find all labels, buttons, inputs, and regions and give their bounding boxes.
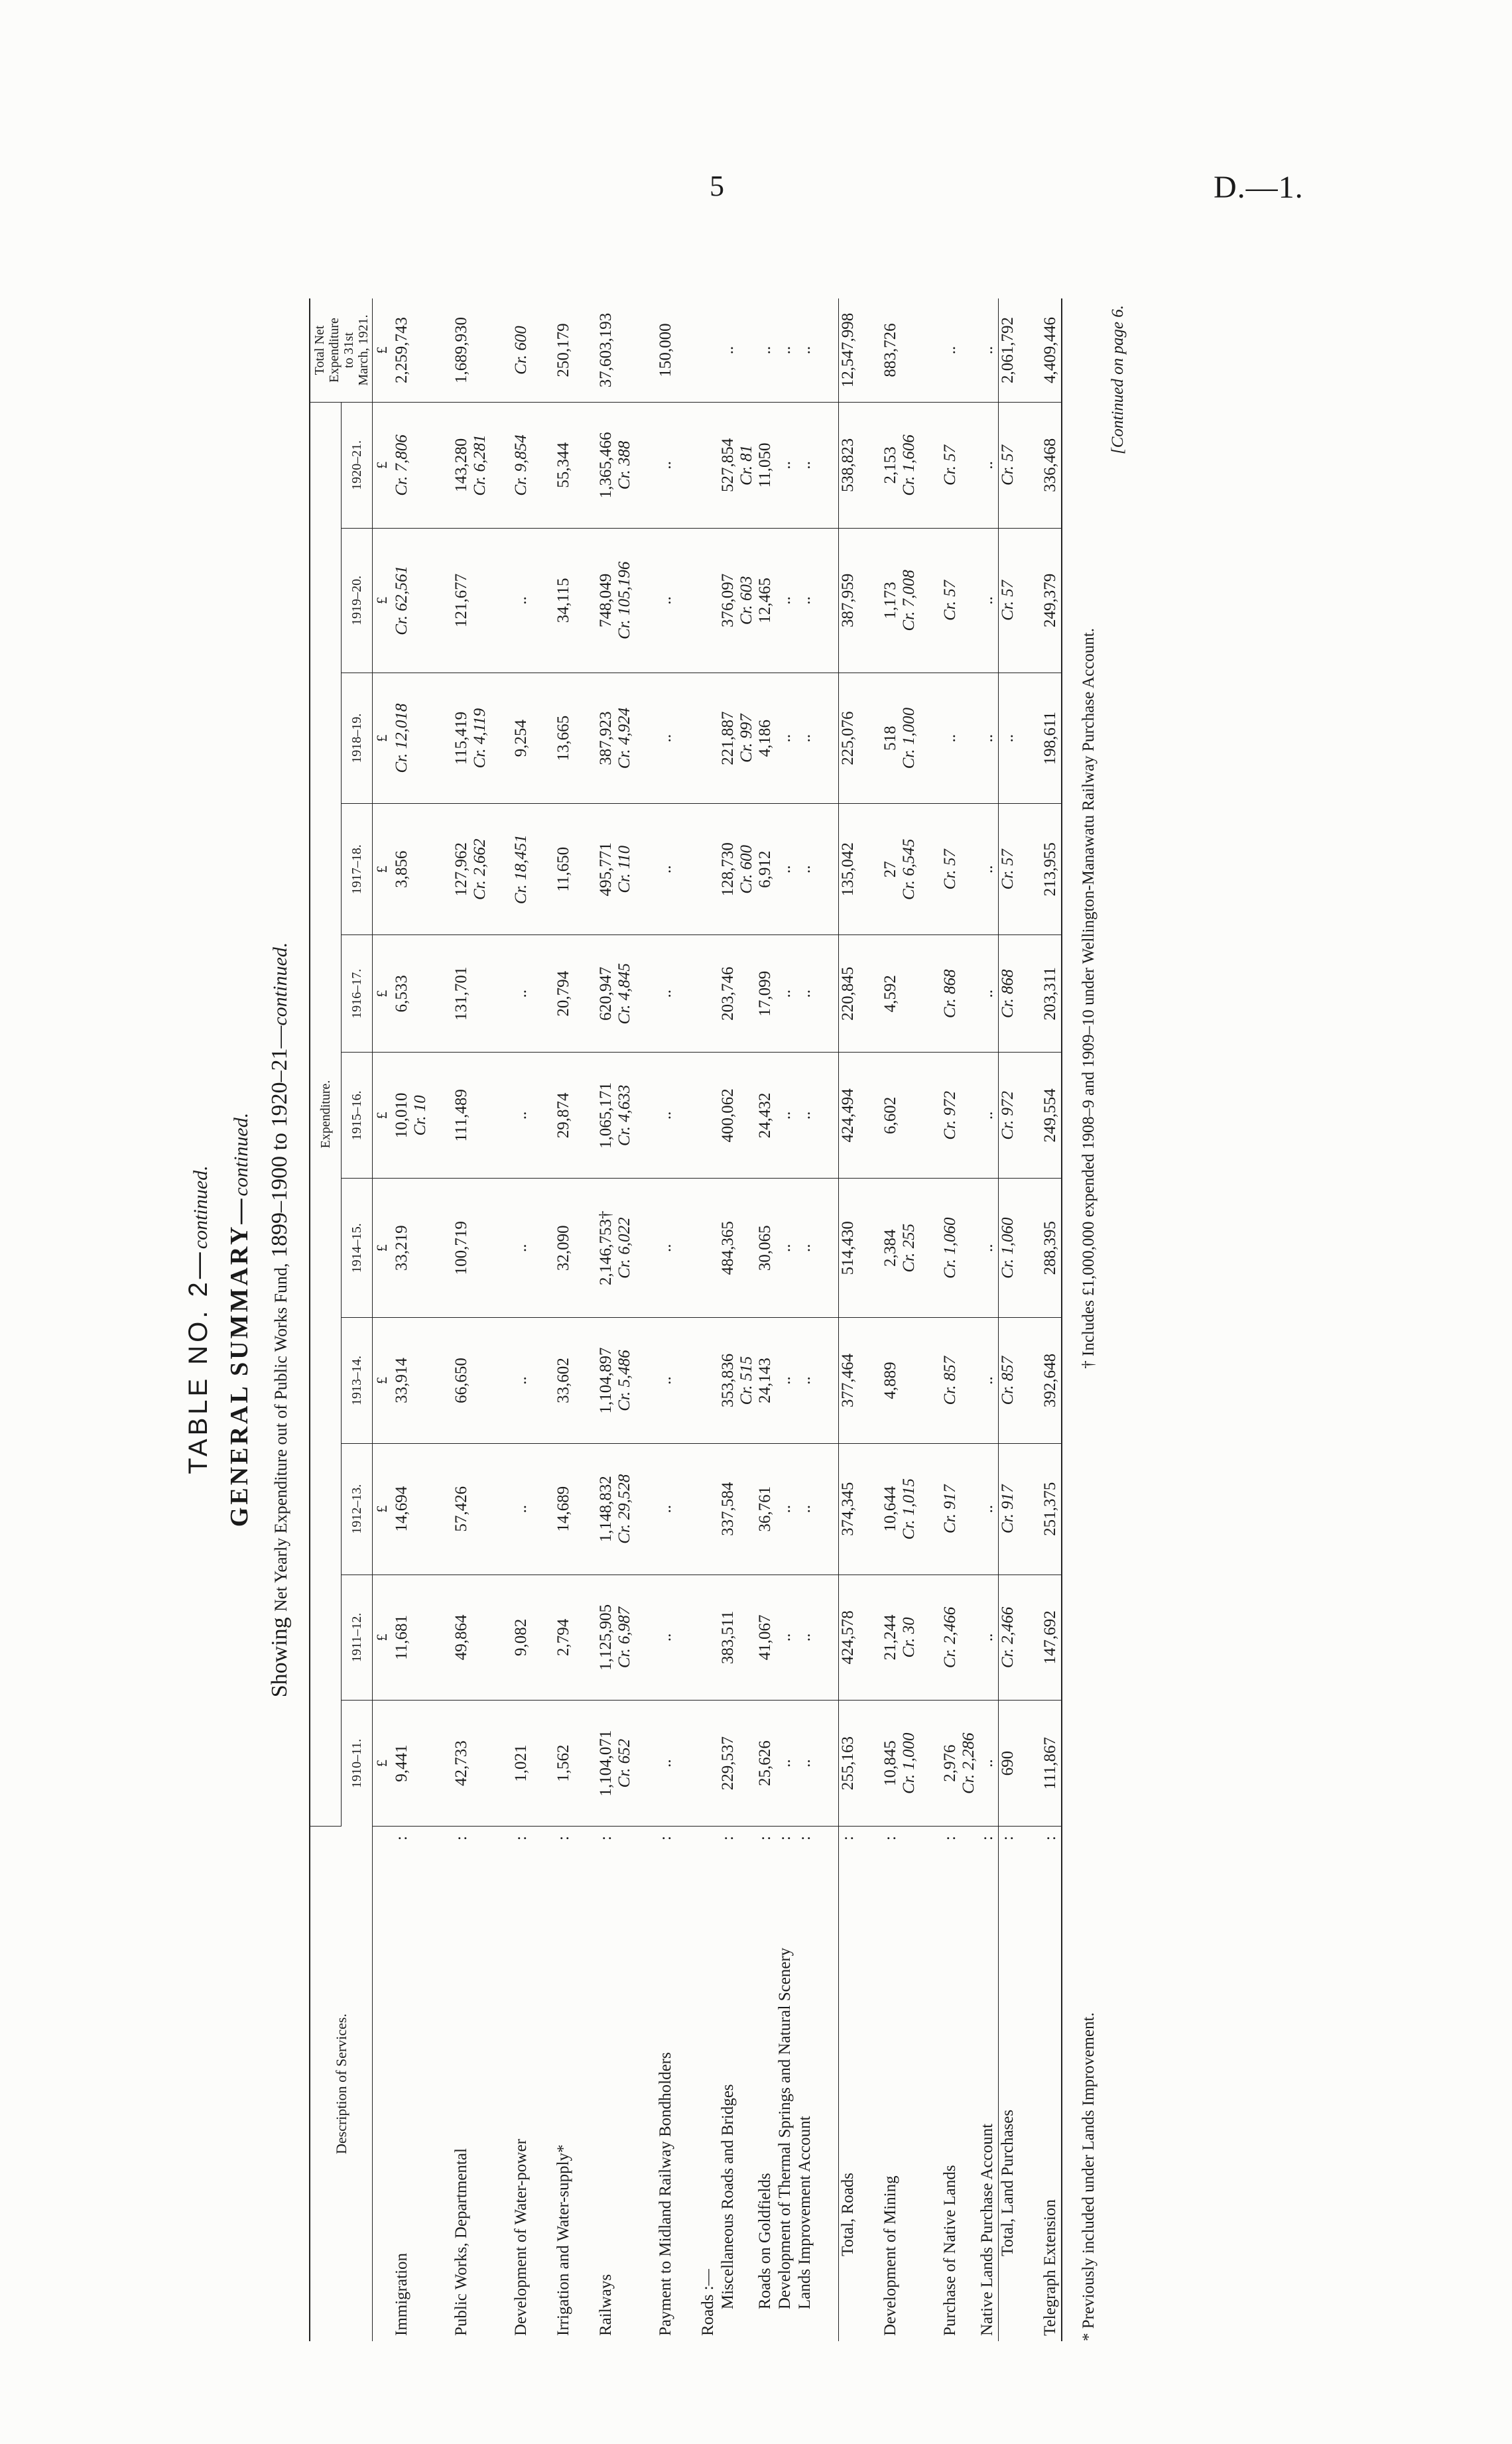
value-cell: .. [796, 804, 816, 935]
table-row [776, 298, 796, 2341]
value-cell: 11,681 [393, 1575, 430, 1701]
footnote-dagger: † Includes £1,000,000 expended 1908–9 and 1909–10 under Wellington-Manawatu Railway Purchase Account. [1080, 628, 1098, 1369]
value-cell: .. [796, 1053, 816, 1179]
year-header: 1912–13. [342, 1443, 373, 1575]
value-cell: 251,375 [1041, 1443, 1062, 1575]
value-cell: 620,947 Cr. 4,845 [597, 935, 634, 1053]
value-cell: .. [512, 1443, 532, 1575]
value-cell: .. [978, 298, 999, 403]
value-cell: 1,021 [512, 1701, 532, 1827]
currency-symbol: £ [373, 673, 393, 804]
value-cell: .. [776, 935, 796, 1053]
table-row [941, 298, 978, 2341]
currency-symbol: £ [373, 1443, 393, 1575]
value-cell: Cr. 12,018 [393, 673, 430, 804]
value-cell: 24,432 [756, 1053, 776, 1179]
spacer-row [918, 298, 941, 2341]
table-number: TABLE NO. 2—continued. [184, 1165, 213, 1474]
value-cell: 30,065 [756, 1179, 776, 1318]
value-cell: 424,494 [839, 1053, 859, 1179]
value-cell: 249,379 [1041, 528, 1062, 673]
value-cell: 143,280 Cr. 6,281 [452, 403, 489, 529]
value-cell: .. [512, 1179, 532, 1318]
spacer-row [859, 298, 881, 2341]
page-reference: D.—1. [1214, 170, 1304, 205]
value-cell: 249,554 [1041, 1053, 1062, 1179]
value-cell: .. [776, 298, 796, 403]
value-cell: 10,644 Cr. 1,015 [881, 1443, 918, 1575]
value-cell: Cr. 7,806 [393, 403, 430, 529]
value-cell: 495,771 Cr. 110 [597, 804, 634, 935]
value-cell: 2,976 Cr. 2,286 [941, 1701, 978, 1827]
value-cell: 4,889 [881, 1318, 918, 1444]
value-cell: .. [796, 1443, 816, 1575]
value-cell: .. [657, 673, 676, 804]
value-cell: 538,823 [839, 403, 859, 529]
value-cell: 527,854 Cr. 81 [719, 403, 756, 529]
value-cell: 748,049 Cr. 105,196 [597, 528, 634, 673]
currency-symbol: £ [373, 1318, 393, 1444]
row-label: Immigration : [393, 1832, 410, 2336]
value-cell: 250,179 [554, 298, 574, 403]
value-cell: 66,650 [452, 1318, 489, 1444]
year-header: 1918–19. [342, 673, 373, 804]
year-header: 1917–18. [342, 804, 373, 935]
value-cell: Cr. 57 [999, 403, 1019, 529]
value-cell: Cr. 57 [999, 528, 1019, 673]
total-row [839, 298, 859, 2341]
row-label: Development of Thermal Springs and Natural Scenery : [776, 1832, 794, 2309]
value-cell: 12,547,998 [839, 298, 859, 403]
value-cell: 6,533 [393, 935, 430, 1053]
value-cell: .. [657, 403, 676, 529]
value-cell: .. [796, 528, 816, 673]
value-cell: 13,665 [554, 673, 574, 804]
currency-symbol: £ [373, 935, 393, 1053]
value-cell: 11,050 [756, 403, 776, 529]
value-cell: Cr. 2,466 [941, 1575, 978, 1701]
value-cell: .. [796, 403, 816, 529]
value-cell: 883,726 [881, 298, 918, 403]
value-cell: Cr. 917 [999, 1443, 1019, 1575]
value-cell: 392,648 [1041, 1318, 1062, 1444]
value-cell: 387,923 Cr. 4,924 [597, 673, 634, 804]
value-cell: .. [978, 1575, 999, 1701]
currency-symbol: £ [373, 1701, 393, 1827]
value-cell: 213,955 [1041, 804, 1062, 935]
value-cell: .. [776, 1179, 796, 1318]
value-cell: .. [657, 1575, 676, 1701]
value-cell: 34,115 [554, 528, 574, 673]
page-number: 5 [710, 170, 724, 202]
row-label: Payment to Midland Railway Bondholders : [657, 1832, 674, 2336]
value-cell: .. [978, 528, 999, 673]
value-cell: 1,365,466 Cr. 388 [597, 403, 634, 529]
value-cell: Cr. 9,854 [512, 403, 532, 529]
value-cell: 1,104,897 Cr. 5,486 [597, 1318, 634, 1444]
value-cell: 229,537 [719, 1701, 756, 1827]
year-header: 1913–14. [342, 1318, 373, 1444]
value-cell: 9,441 [393, 1701, 430, 1827]
value-cell: 14,694 [393, 1443, 430, 1575]
value-cell: 1,125,905 Cr. 6,987 [597, 1575, 634, 1701]
value-cell: Cr. 600 [512, 298, 532, 403]
value-cell: .. [978, 403, 999, 529]
value-cell: .. [756, 298, 776, 403]
value-cell: 25,626 [756, 1701, 776, 1827]
table-row [554, 298, 574, 2341]
value-cell: .. [657, 1053, 676, 1179]
value-cell: .. [978, 1053, 999, 1179]
value-cell: 387,959 [839, 528, 859, 673]
value-cell: 1,173 Cr. 7,008 [881, 528, 918, 673]
value-cell: 4,592 [881, 935, 918, 1053]
value-cell: .. [657, 1701, 676, 1827]
value-cell: Cr. 868 [941, 935, 978, 1053]
value-cell: .. [796, 1179, 816, 1318]
table-row [512, 298, 532, 2341]
value-cell: 49,864 [452, 1575, 489, 1701]
value-cell: .. [941, 673, 978, 804]
value-cell: 1,065,171 Cr. 4,633 [597, 1053, 634, 1179]
value-cell: .. [796, 935, 816, 1053]
currency-symbol: £ [373, 403, 393, 529]
currency-symbol: £ [373, 1575, 393, 1701]
footnotes [1076, 292, 1102, 2341]
value-cell: Cr. 972 [999, 1053, 1019, 1179]
value-cell: Cr. 1,060 [941, 1179, 978, 1318]
table-row [756, 298, 776, 2341]
value-cell: .. [776, 528, 796, 673]
value-cell: .. [512, 1318, 532, 1444]
continued-note: [Continued on page 6. [1109, 305, 1127, 454]
value-cell: .. [796, 1318, 816, 1444]
value-cell: 220,845 [839, 935, 859, 1053]
rotated-table-sheet [179, 292, 1386, 2348]
year-header: 1915–16. [342, 1053, 373, 1179]
footnote-star: * Previously included under Lands Improvement. [1080, 2012, 1098, 2341]
value-cell: 203,746 [719, 935, 756, 1053]
value-cell: 198,611 [1041, 673, 1062, 804]
value-cell: 128,730 Cr. 600 [719, 804, 756, 935]
value-cell: Cr. 62,561 [393, 528, 430, 673]
value-cell: .. [978, 673, 999, 804]
value-cell: 20,794 [554, 935, 574, 1053]
value-cell: Cr. 57 [941, 804, 978, 935]
value-cell: .. [978, 935, 999, 1053]
value-cell: 353,836 Cr. 515 [719, 1318, 756, 1444]
value-cell: Cr. 917 [941, 1443, 978, 1575]
value-cell: 127,962 Cr. 2,662 [452, 804, 489, 935]
value-cell: 1,148,832 Cr. 29,528 [597, 1443, 634, 1575]
value-cell: 2,794 [554, 1575, 574, 1701]
value-cell: 288,395 [1041, 1179, 1062, 1318]
currency-row [373, 298, 393, 2341]
value-cell: Cr. 857 [941, 1318, 978, 1444]
value-cell: 484,365 [719, 1179, 756, 1318]
value-cell: 2,259,743 [393, 298, 430, 403]
table-row [881, 298, 918, 2341]
roads-heading-row [699, 298, 719, 2341]
row-label: Roads on Goldfields : [756, 1832, 774, 2309]
expenditure-header: Expenditure. [310, 403, 342, 1827]
value-cell: 6,912 [756, 804, 776, 935]
year-header: 1911–12. [342, 1575, 373, 1701]
table-row [978, 298, 999, 2341]
spacer-row [634, 298, 657, 2341]
value-cell: .. [776, 1318, 796, 1444]
currency-symbol: £ [373, 1179, 393, 1318]
value-cell: Cr. 2,466 [999, 1575, 1019, 1701]
value-cell: 21,244 Cr. 30 [881, 1575, 918, 1701]
value-cell: 225,076 [839, 673, 859, 804]
row-label: Irrigation and Water-supply* : [554, 1832, 572, 2336]
value-cell: .. [978, 1318, 999, 1444]
spacer-row [816, 298, 839, 2341]
value-cell: .. [512, 935, 532, 1053]
value-cell: 10,010 Cr. 10 [393, 1053, 430, 1179]
value-cell: 376,097 Cr. 603 [719, 528, 756, 673]
value-cell: 32,090 [554, 1179, 574, 1318]
value-cell: .. [796, 1575, 816, 1701]
value-cell: 33,914 [393, 1318, 430, 1444]
value-cell: .. [941, 298, 978, 403]
value-cell: 147,692 [1041, 1575, 1062, 1701]
value-cell: 4,409,446 [1041, 298, 1062, 403]
value-cell: 2,061,792 [999, 298, 1019, 403]
value-cell: .. [796, 1701, 816, 1827]
spacer-row [430, 298, 452, 2341]
value-cell: .. [657, 1443, 676, 1575]
value-cell: .. [776, 1701, 796, 1827]
currency-symbol: £ [373, 298, 393, 403]
value-cell: 1,689,930 [452, 298, 489, 403]
year-header: 1916–17. [342, 935, 373, 1053]
value-cell: .. [796, 298, 816, 403]
value-cell: .. [657, 935, 676, 1053]
year-header: 1910–11. [342, 1701, 373, 1827]
row-label: Railways : [597, 1832, 615, 2336]
value-cell: Cr. 868 [999, 935, 1019, 1053]
value-cell: .. [776, 673, 796, 804]
value-cell: .. [776, 1443, 796, 1575]
value-cell: .. [657, 804, 676, 935]
spacer-row [532, 298, 554, 2341]
value-cell: 41,067 [756, 1575, 776, 1701]
spacer-row [574, 298, 597, 2341]
row-label: Total, Roads : [839, 1827, 859, 2342]
value-cell: Cr. 972 [941, 1053, 978, 1179]
total-row [999, 298, 1019, 2341]
value-cell: Cr. 57 [999, 804, 1019, 935]
value-cell: .. [657, 1318, 676, 1444]
value-cell: 6,602 [881, 1053, 918, 1179]
value-cell: 400,062 [719, 1053, 756, 1179]
value-cell: 11,650 [554, 804, 574, 935]
value-cell: .. [657, 1179, 676, 1318]
description-header: Description of Services. [310, 1827, 373, 2342]
value-cell: 9,254 [512, 673, 532, 804]
value-cell: 100,719 [452, 1179, 489, 1318]
row-label: Purchase of Native Lands : [941, 1832, 959, 2336]
value-cell: 42,733 [452, 1701, 489, 1827]
value-cell: 1,562 [554, 1701, 574, 1827]
value-cell: 383,511 [719, 1575, 756, 1701]
value-cell: 14,689 [554, 1443, 574, 1575]
year-header: 1920–21. [342, 403, 373, 529]
row-label: Total, Land Purchases : [999, 1827, 1019, 2342]
value-cell: 377,464 [839, 1318, 859, 1444]
value-cell: .. [776, 1575, 796, 1701]
value-cell: 111,489 [452, 1053, 489, 1179]
year-header: 1914–15. [342, 1179, 373, 1318]
value-cell: 121,677 [452, 528, 489, 673]
value-cell: .. [776, 403, 796, 529]
value-cell: .. [776, 804, 796, 935]
table-subtitle: Showing Net Yearly Expenditure out of Public Works Fund, 1899–1900 to 1920–21—continued. [267, 942, 292, 1698]
table-row [657, 298, 676, 2341]
value-cell: 17,099 [756, 935, 776, 1053]
row-label: Lands Improvement Account : [796, 1832, 814, 2309]
row-label: Development of Mining : [881, 1832, 899, 2336]
value-cell: 24,143 [756, 1318, 776, 1444]
value-cell: 374,345 [839, 1443, 859, 1575]
table-row [393, 298, 430, 2341]
value-cell: 2,153 Cr. 1,606 [881, 403, 918, 529]
roads-heading: Roads :— [699, 2269, 717, 2336]
currency-symbol: £ [373, 528, 393, 673]
year-header: 1919–20. [342, 528, 373, 673]
table-row [1041, 298, 1062, 2341]
value-cell: 514,430 [839, 1179, 859, 1318]
value-cell: Cr. 57 [941, 528, 978, 673]
value-cell: 115,419 Cr. 4,119 [452, 673, 489, 804]
spacer-row [676, 298, 699, 2341]
total-header: Total Net Expenditure to 31st March, 1921. [310, 298, 373, 403]
value-cell: Cr. 18,451 [512, 804, 532, 935]
spacer-row [1019, 298, 1041, 2341]
value-cell: 33,219 [393, 1179, 430, 1318]
value-cell: .. [999, 673, 1019, 804]
value-cell: .. [978, 1179, 999, 1318]
value-cell: 2,384 Cr. 255 [881, 1179, 918, 1318]
row-label: Public Works, Departmental : [452, 1832, 470, 2336]
value-cell: 55,344 [554, 403, 574, 529]
value-cell: Cr. 1,060 [999, 1179, 1019, 1318]
currency-symbol: £ [373, 1053, 393, 1179]
value-cell: .. [978, 1443, 999, 1575]
value-cell: 3,856 [393, 804, 430, 935]
value-cell: Cr. 57 [941, 403, 978, 529]
value-cell: 337,584 [719, 1443, 756, 1575]
row-label: Miscellaneous Roads and Bridges : [719, 1832, 737, 2309]
value-cell: 111,867 [1041, 1701, 1062, 1827]
value-cell: .. [512, 1053, 532, 1179]
value-cell: 221,887 Cr. 997 [719, 673, 756, 804]
value-cell: .. [512, 528, 532, 673]
value-cell: 57,426 [452, 1443, 489, 1575]
spacer-row [489, 298, 512, 2341]
value-cell: 12,465 [756, 528, 776, 673]
table-row [719, 298, 756, 2341]
value-cell: 424,578 [839, 1575, 859, 1701]
value-cell: 150,000 [657, 298, 676, 403]
value-cell: 2,146,753† Cr. 6,022 [597, 1179, 634, 1318]
expenditure-table [309, 298, 1062, 2341]
value-cell: .. [978, 804, 999, 935]
value-cell: 10,845 Cr. 1,000 [881, 1701, 918, 1827]
value-cell: Cr. 857 [999, 1318, 1019, 1444]
value-cell: 255,163 [839, 1701, 859, 1827]
row-label: Telegraph Extension : [1041, 1827, 1062, 2342]
value-cell: .. [796, 673, 816, 804]
table-row [452, 298, 489, 2341]
value-cell: .. [719, 298, 756, 403]
value-cell: 690 [999, 1701, 1019, 1827]
value-cell: 131,701 [452, 935, 489, 1053]
value-cell: 29,874 [554, 1053, 574, 1179]
value-cell: .. [657, 528, 676, 673]
table-row [597, 298, 634, 2341]
value-cell: 9,082 [512, 1575, 532, 1701]
table-row [796, 298, 816, 2341]
value-cell: 1,104,071 Cr. 652 [597, 1701, 634, 1827]
table-heading [179, 292, 298, 2348]
value-cell: 37,603,193 [597, 298, 634, 403]
value-cell: .. [776, 1053, 796, 1179]
value-cell: 518 Cr. 1,000 [881, 673, 918, 804]
row-label: Development of Water-power : [512, 1832, 530, 2336]
summary-title: GENERAL SUMMARY—continued. [225, 1112, 253, 1527]
value-cell: 203,311 [1041, 935, 1062, 1053]
currency-symbol: £ [373, 804, 393, 935]
value-cell: 336,468 [1041, 403, 1062, 529]
value-cell: 36,761 [756, 1443, 776, 1575]
value-cell: 33,602 [554, 1318, 574, 1444]
value-cell: 135,042 [839, 804, 859, 935]
value-cell: 27 Cr. 6,545 [881, 804, 918, 935]
row-label: Native Lands Purchase Account : [978, 1832, 996, 2336]
value-cell: .. [978, 1701, 999, 1827]
value-cell: 4,186 [756, 673, 776, 804]
